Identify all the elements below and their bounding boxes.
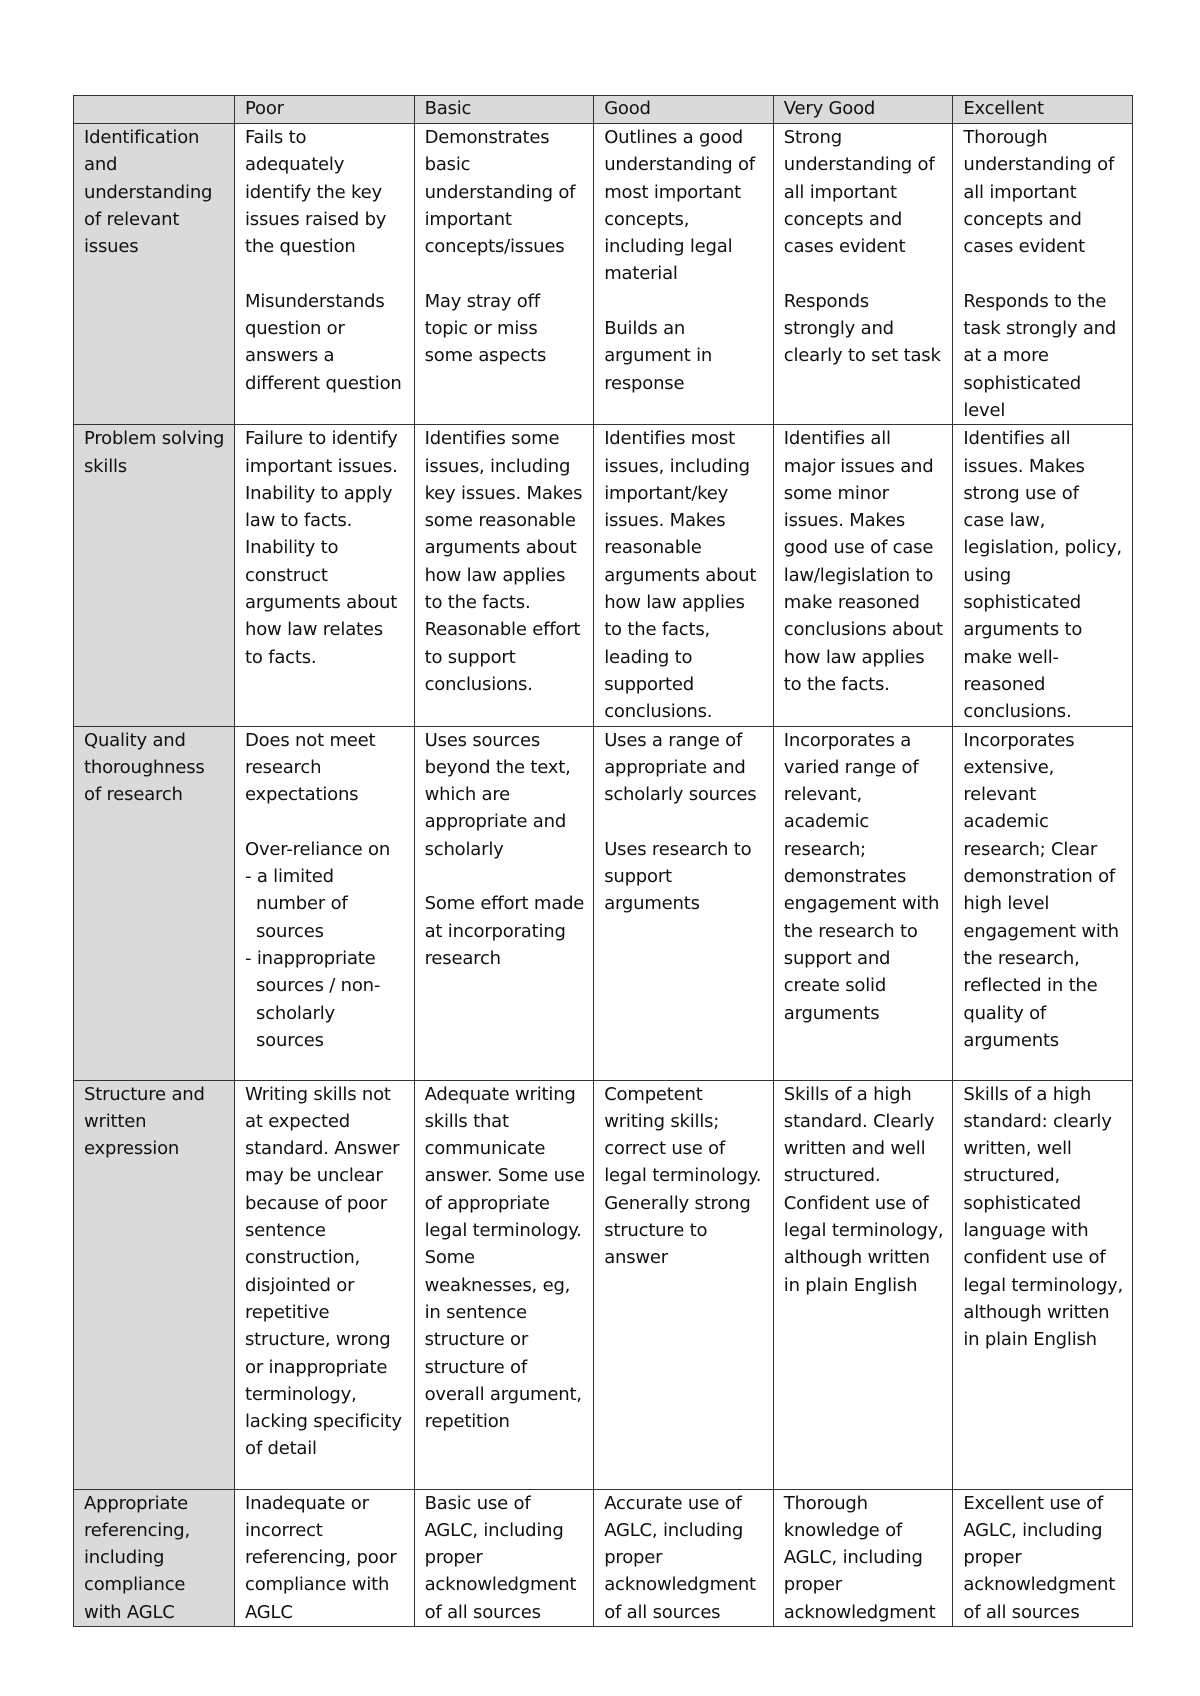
rubric-cell-poor xyxy=(235,726,415,1080)
header-level-poor: Poor xyxy=(235,96,415,124)
cell-text: Thorough knowledge of AGLC, including proper acknowledgment xyxy=(783,1492,936,1623)
rubric-cell-poor xyxy=(235,1489,415,1626)
rubric-row-identification xyxy=(74,124,1133,425)
rubric-cell-very-good xyxy=(773,425,953,726)
rubric-header-row xyxy=(74,96,1133,124)
cell-text: Identifies all issues. Makes strong use of case law, legislation, policy, using sophisticated arguments to make well-reasoned conclusions. xyxy=(963,428,1122,723)
rubric-cell-good xyxy=(594,726,774,1080)
rubric-row-structure xyxy=(74,1080,1133,1489)
rubric-cell-very-good xyxy=(773,1489,953,1626)
header-level-basic: Basic xyxy=(414,96,594,124)
cell-text: Adequate writing skills that communicate answer. Some use of appropriate legal terminology. Some weaknesses, eg, in sentence structure or structure of overall argument, repetition xyxy=(424,1083,585,1433)
cell-text: Over-reliance on xyxy=(245,838,391,860)
cell-text: Incorporates a varied range of relevant, academic research; demonstrates engagement with the research to support and create solid arguments xyxy=(783,729,940,1024)
cell-text: Inadequate or incorrect referencing, poor compliance with AGLC xyxy=(245,1492,397,1623)
cell-text: Accurate use of AGLC, including proper acknowledgment of all sources xyxy=(604,1492,756,1623)
rubric-cell-good xyxy=(594,1489,774,1626)
rubric-row-research xyxy=(74,726,1133,1080)
cell-text: Excellent use of AGLC, including proper acknowledgment of all sources xyxy=(963,1492,1116,1623)
cell-bullet: - a limited number of sources xyxy=(245,866,348,942)
cell-text: Incorporates extensive, relevant academic research; Clear demonstration of high level engagement with the research, reflected in the quality of arguments xyxy=(963,729,1119,1051)
criterion-cell: Appropriate referencing, including compliance with AGLC xyxy=(74,1489,235,1626)
rubric-cell-good xyxy=(594,425,774,726)
rubric-cell-very-good xyxy=(773,124,953,425)
cell-text: Skills of a high standard. Clearly written and well structured. Confident use of legal terminology, although written in plain English xyxy=(783,1083,944,1296)
cell-text: Some effort made at incorporating research xyxy=(424,893,585,969)
rubric-cell-poor xyxy=(235,425,415,726)
cell-text-group xyxy=(245,836,406,1054)
rubric-cell-poor xyxy=(235,124,415,425)
rubric-cell-basic xyxy=(414,1080,594,1489)
cell-text: Thorough understanding of all important concepts and cases evident xyxy=(963,127,1115,258)
cell-text: Identifies most issues, including important/key issues. Makes reasonable arguments about how law applies to the facts, leading to supported conclusions. xyxy=(604,428,757,723)
cell-text: Identifies all major issues and some minor issues. Makes good use of case law/legislation to make reasoned conclusions about how law applies to the facts. xyxy=(783,428,943,695)
header-level-excellent: Excellent xyxy=(953,96,1133,124)
header-level-very-good: Very Good xyxy=(773,96,953,124)
cell-text: Responds strongly and clearly to set task xyxy=(783,290,941,367)
cell-bullet: - inappropriate sources / non-scholarly sources xyxy=(245,947,381,1051)
rubric-cell-good xyxy=(594,1080,774,1489)
header-level-good: Good xyxy=(594,96,774,124)
criterion-cell: Quality and thoroughness of research xyxy=(74,726,235,1080)
rubric-cell-excellent xyxy=(953,1080,1133,1489)
cell-text: Identifies some issues, including key issues. Makes some reasonable arguments about how law applies to the facts. Reasonable effort to support conclusions. xyxy=(424,428,583,695)
cell-text: Failure to identify important issues. Inability to apply law to facts. Inability to construct arguments about how law relates to facts. xyxy=(245,428,398,668)
cell-text: Writing skills not at expected standard. Answer may be unclear because of poor sentence construction, disjointed or repetitive structure, wrong or inappropriate terminology, lacking specificity of detail xyxy=(245,1083,402,1460)
header-corner-cell xyxy=(74,96,235,124)
rubric-cell-poor xyxy=(235,1080,415,1489)
cell-text: Outlines a good understanding of most important concepts, including legal material xyxy=(604,127,755,285)
criterion-cell: Structure and written expression xyxy=(74,1080,235,1489)
rubric-cell-basic xyxy=(414,425,594,726)
rubric-cell-very-good xyxy=(773,1080,953,1489)
rubric-cell-excellent xyxy=(953,124,1133,425)
rubric-cell-good xyxy=(594,124,774,425)
cell-text: Misunderstands question or answers a different question xyxy=(245,290,402,394)
cell-text: Fails to adequately identify the key issues raised by the question xyxy=(245,127,387,258)
rubric-cell-basic xyxy=(414,1489,594,1626)
cell-text: Demonstrates basic understanding of important concepts/issues xyxy=(424,127,576,258)
rubric-row-problem-solving xyxy=(74,425,1133,726)
rubric-cell-excellent xyxy=(953,726,1133,1080)
cell-text: Uses research to support arguments xyxy=(604,838,752,915)
cell-text: Uses a range of appropriate and scholarly sources xyxy=(604,729,757,806)
cell-text: Builds an argument in response xyxy=(604,318,713,394)
cell-text: Skills of a high standard: clearly written, well structured, sophisticated language with confident use of legal terminology, although written in plain English xyxy=(963,1083,1124,1351)
cell-text: May stray off topic or miss some aspects xyxy=(424,290,547,367)
rubric-cell-basic xyxy=(414,726,594,1080)
criterion-cell: Identification and understanding of relevant issues xyxy=(74,124,235,425)
cell-text: Does not meet research expectations xyxy=(245,729,376,806)
cell-text: Uses sources beyond the text, which are appropriate and scholarly xyxy=(424,729,571,860)
rubric-cell-excellent xyxy=(953,1489,1133,1626)
cell-text: Responds to the task strongly and at a more sophisticated level xyxy=(963,290,1117,421)
rubric-cell-excellent xyxy=(953,425,1133,726)
cell-text: Competent writing skills; correct use of legal terminology. Generally strong structure to answer xyxy=(604,1083,762,1269)
rubric-cell-basic xyxy=(414,124,594,425)
criterion-cell: Problem solving skills xyxy=(74,425,235,726)
cell-text: Basic use of AGLC, including proper acknowledgment of all sources xyxy=(424,1492,577,1623)
cell-text: Strong understanding of all important concepts and cases evident xyxy=(783,127,935,258)
marking-rubric-table xyxy=(73,95,1133,1627)
rubric-cell-very-good xyxy=(773,726,953,1080)
rubric-row-referencing xyxy=(74,1489,1133,1626)
